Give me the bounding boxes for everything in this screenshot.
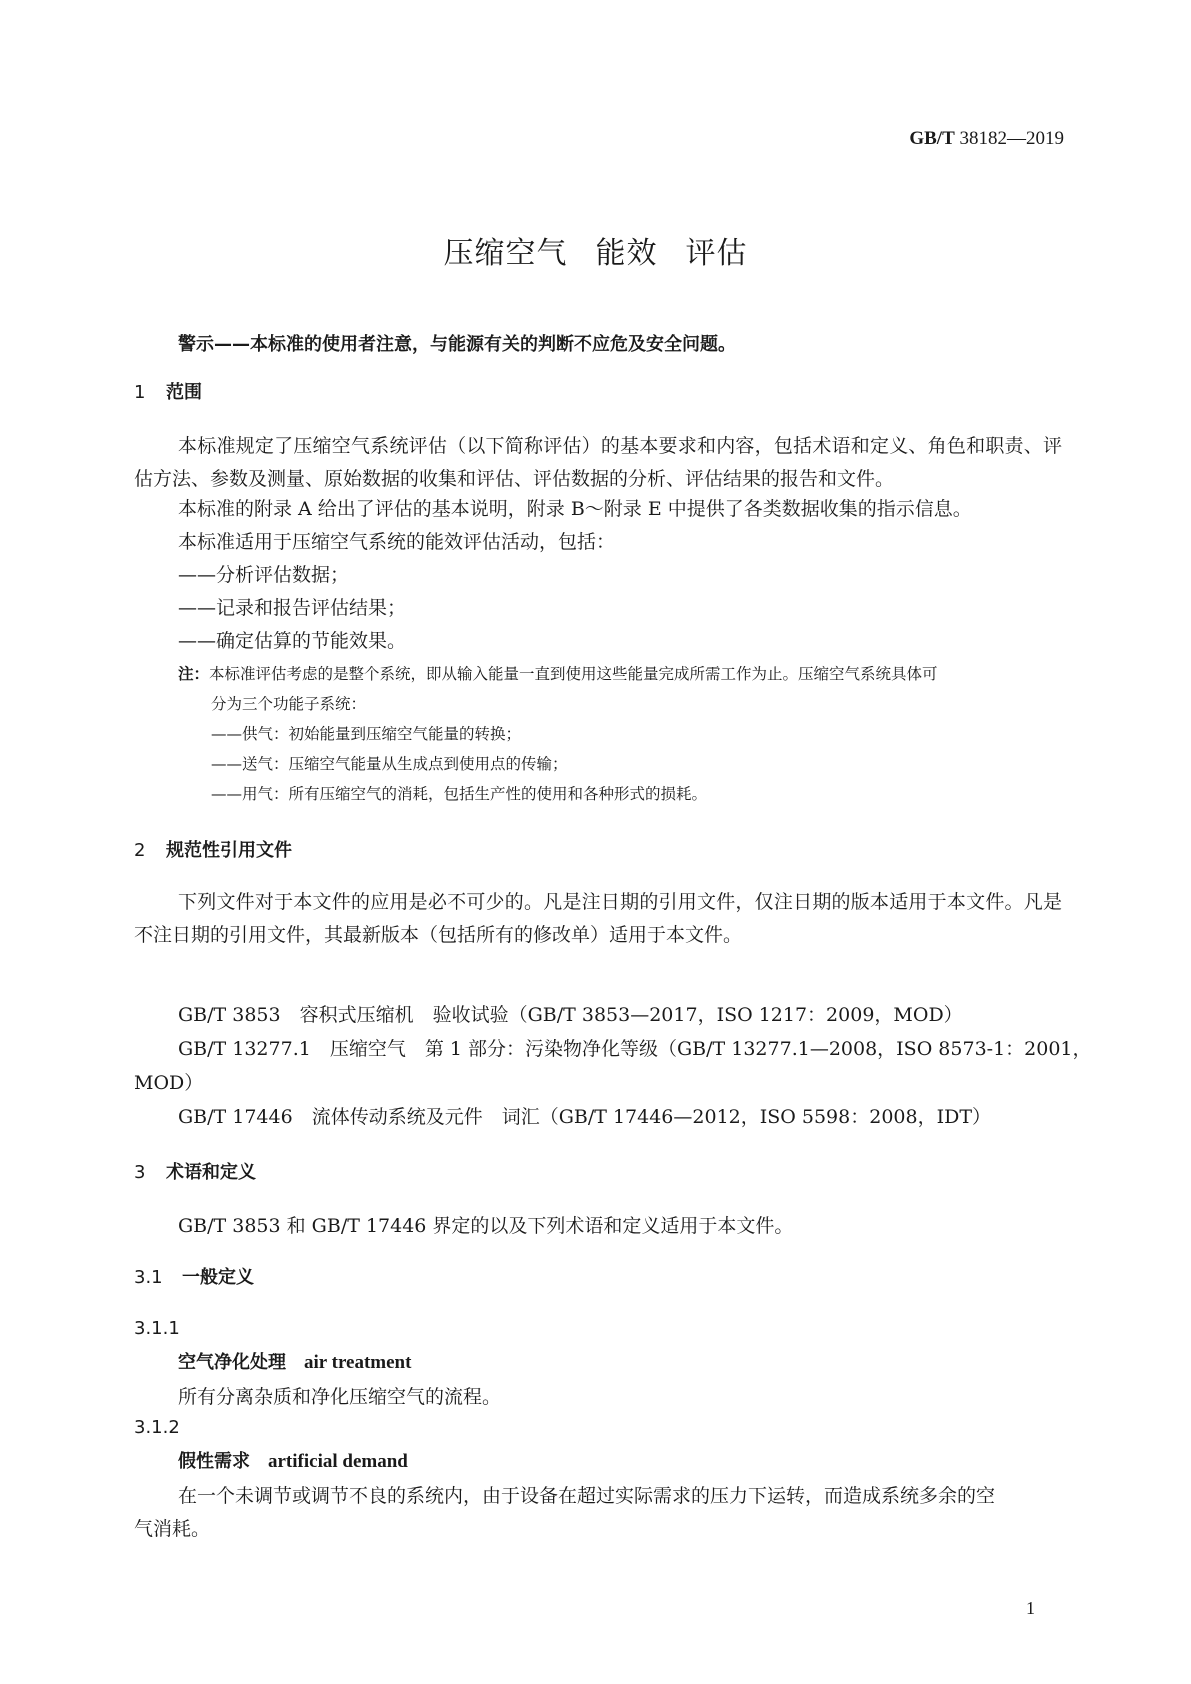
term-heading [178,1447,408,1473]
section-number: 3 [134,1162,146,1183]
term-number: 3.1.1 [134,1318,180,1339]
reference-entry: GB/T 17446 流体传动系统及元件 词汇（GB/T 17446—2012，ISO 5598：2008，IDT） [178,1106,992,1128]
note-label: 注： [178,665,210,683]
section-title: 范围 [166,382,202,403]
section-2-heading [134,836,292,862]
scope-paragraph-2: 本标准的附录 A 给出了评估的基本说明，附录 B～附录 E 中提供了各类数据收集的指示信息。 [178,498,972,520]
note-text: 本标准评估考虑的是整个系统，即从输入能量一直到使用这些能量完成所需工作为止。压缩空气系统具体可 [209,665,938,683]
normative-references-paragraph: 下列文件对于本文件的应用是必不可少的。凡是注日期的引用文件，仅注日期的版本适用于本文件。凡是不注日期的引用文件，其最新版本（包括所有的修改单）适用于本文件。 [134,891,1062,946]
reference-entry: GB/T 13277.1 压缩空气 第 1 部分：污染物净化等级（GB/T 13277.1—2008，ISO 8573-1：2001， [178,1038,1092,1060]
scope-paragraph-3: 本标准适用于压缩空气系统的能效评估活动，包括： [178,531,616,553]
reference-entry-continuation: MOD） [134,1072,204,1094]
term-definition-line-1: 在一个未调节或调节不良的系统内，由于设备在超过实际需求的压力下运转，而造成系统多余的空 [178,1485,996,1507]
term-definition: 所有分离杂质和净化压缩空气的流程。 [178,1386,502,1408]
term-number: 3.1.2 [134,1417,180,1438]
note-list-item: ——用气：所有压缩空气的消耗，包括生产性的使用和各种形式的损耗。 [211,785,708,803]
note-line-1 [178,662,938,684]
standard-code-prefix: GB/T [909,128,955,149]
title-part-1: 压缩空气 [443,236,568,271]
section-number: 1 [134,382,146,403]
scope-list-item: ——确定估算的节能效果。 [178,630,407,652]
reference-entry: GB/T 3853 容积式压缩机 验收试验（GB/T 3853—2017，ISO 1217：2009，MOD） [178,1004,963,1026]
term-heading [178,1348,411,1374]
subsection-title: 一般定义 [182,1267,254,1288]
term-english: air treatment [304,1352,412,1373]
note-list-item: ——送气：压缩空气能量从生成点到使用点的传输； [211,755,568,773]
section-3-heading [134,1158,256,1184]
scope-list-item: ——分析评估数据； [178,564,350,586]
term-chinese: 空气净化处理 [178,1352,286,1373]
subsection-number: 3.1 [134,1267,163,1288]
page-number: 1 [1026,1598,1035,1618]
scope-paragraph-1: 本标准规定了压缩空气系统评估（以下简称评估）的基本要求和内容，包括术语和定义、角色和职责、评估方法、参数及测量、原始数据的收集和评估、评估数据的分析、评估结果的报告和文件。 [134,435,1062,490]
terms-intro-paragraph: GB/T 3853 和 GB/T 17446 界定的以及下列术语和定义适用于本文件。 [178,1215,794,1237]
term-definition-line-2: 气消耗。 [134,1518,211,1540]
term-english: artificial demand [268,1451,408,1472]
section-1-heading [134,378,202,404]
document-title [0,228,1191,272]
title-part-2: 能效 [595,236,658,271]
standard-code [909,128,1064,150]
standard-code-number: 38182—2019 [954,128,1064,149]
subsection-3-1-heading [134,1263,254,1289]
note-line-2: 分为三个功能子系统： [211,695,367,713]
section-title: 术语和定义 [166,1162,256,1183]
section-title: 规范性引用文件 [166,840,292,861]
note-list-item: ——供气：初始能量到压缩空气能量的转换； [211,725,522,743]
section-number: 2 [134,840,146,861]
title-part-3: 评估 [685,236,748,271]
warning-text: 警示——本标准的使用者注意，与能源有关的判断不应危及安全问题。 [178,334,736,355]
term-chinese: 假性需求 [178,1451,250,1472]
scope-list-item: ——记录和报告评估结果； [178,597,407,619]
